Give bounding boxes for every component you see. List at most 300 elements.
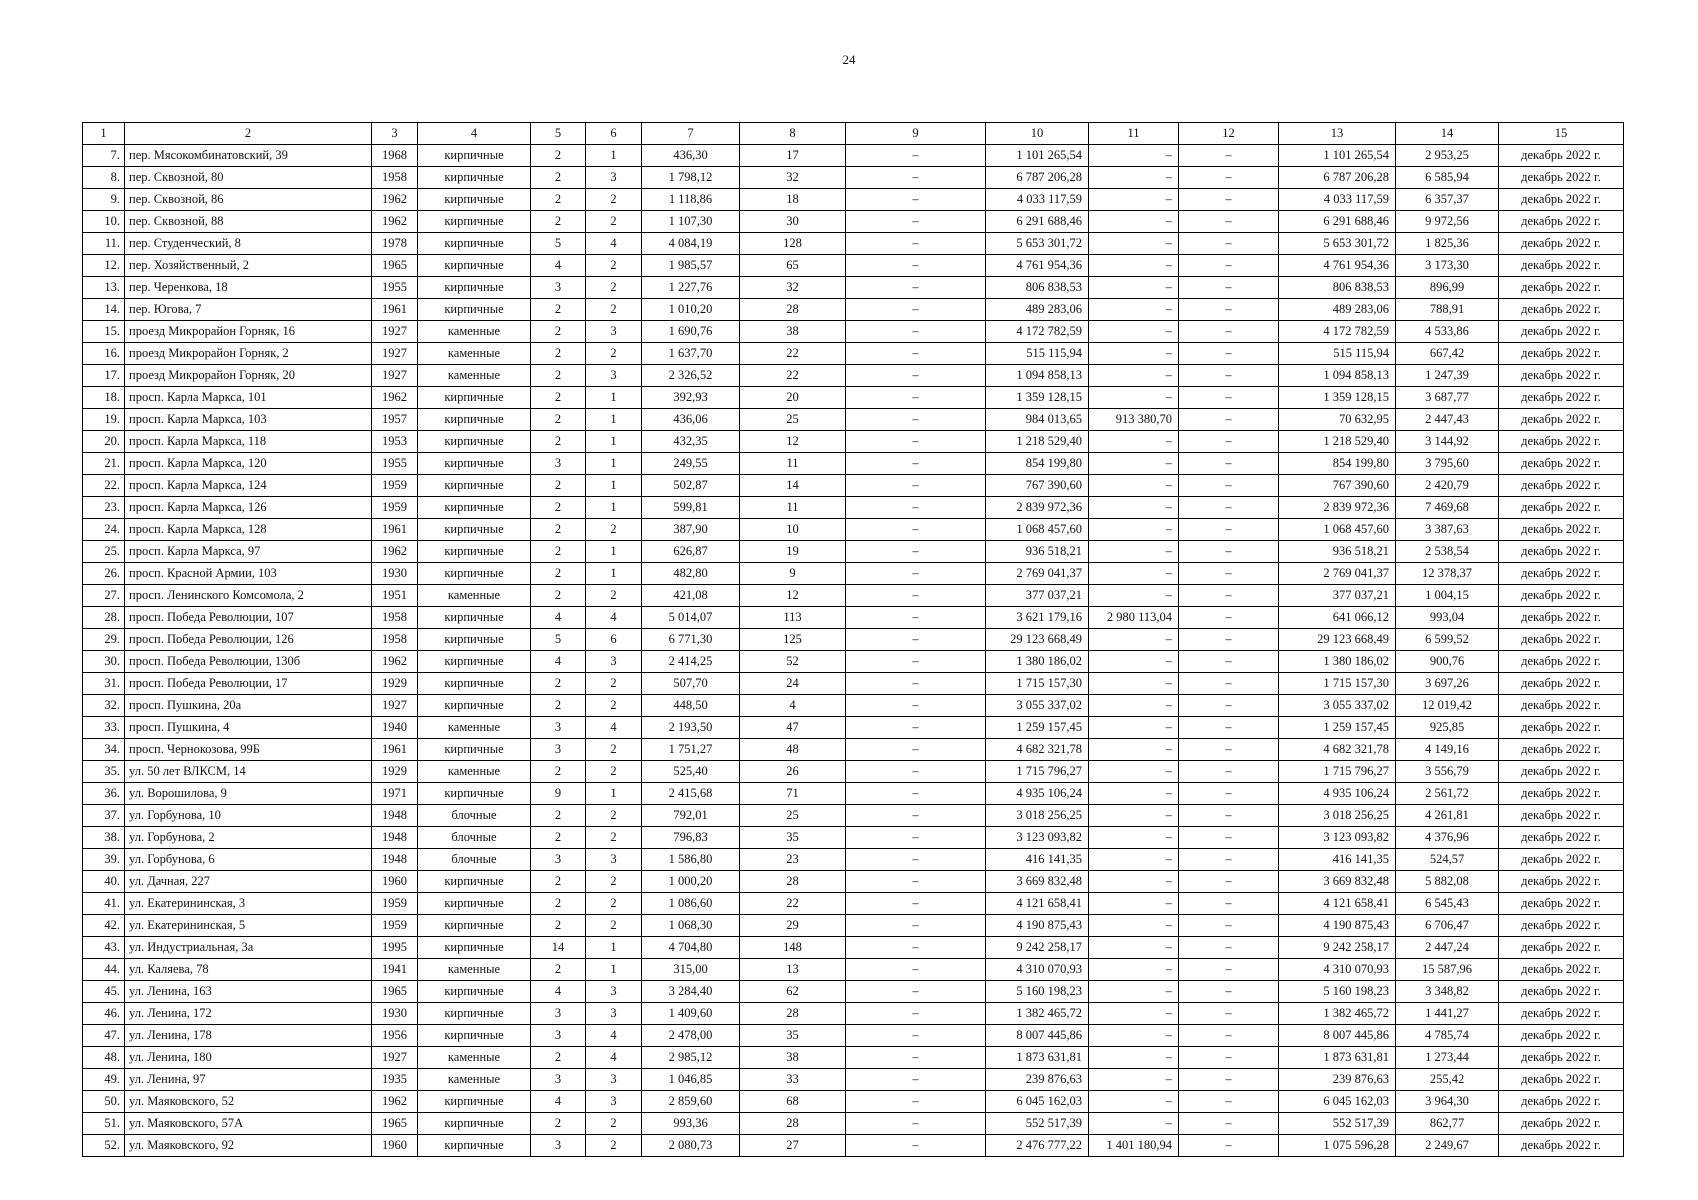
- table-cell: 1 259 157,45: [1279, 717, 1396, 739]
- table-cell: –: [846, 607, 986, 629]
- table-cell: –: [846, 783, 986, 805]
- table-cell: каменные: [418, 343, 531, 365]
- table-cell: 3: [586, 849, 642, 871]
- table-cell: 387,90: [642, 519, 740, 541]
- table-cell: 489 283,06: [1279, 299, 1396, 321]
- table-cell: 2: [586, 893, 642, 915]
- table-row: [83, 893, 1624, 915]
- table-cell: –: [1179, 343, 1279, 365]
- table-cell: 3: [586, 651, 642, 673]
- table-cell: 4 310 070,93: [1279, 959, 1396, 981]
- table-cell: 792,01: [642, 805, 740, 827]
- table-cell: –: [846, 167, 986, 189]
- table-cell: 40.: [83, 871, 125, 893]
- table-cell: 1 359 128,15: [1279, 387, 1396, 409]
- table-cell: 2: [531, 761, 586, 783]
- table-cell: декабрь 2022 г.: [1499, 893, 1624, 915]
- table-cell: 377 037,21: [986, 585, 1089, 607]
- table-row: [83, 563, 1624, 585]
- table-cell: 4 121 658,41: [986, 893, 1089, 915]
- table-cell: просп. Карла Маркса, 97: [125, 541, 372, 563]
- table-cell: 1: [586, 145, 642, 167]
- table-cell: 9 242 258,17: [1279, 937, 1396, 959]
- table-cell: кирпичные: [418, 453, 531, 475]
- table-cell: –: [846, 497, 986, 519]
- table-cell: –: [846, 343, 986, 365]
- column-header: 6: [586, 123, 642, 145]
- table-cell: 1927: [372, 343, 418, 365]
- table-cell: 315,00: [642, 959, 740, 981]
- table-cell: 22: [740, 365, 846, 387]
- column-header: 9: [846, 123, 986, 145]
- table-cell: 1 380 186,02: [986, 651, 1089, 673]
- table-cell: 3 055 337,02: [986, 695, 1089, 717]
- table-cell: 4 682 321,78: [1279, 739, 1396, 761]
- table-cell: 26.: [83, 563, 125, 585]
- table-cell: 4 084,19: [642, 233, 740, 255]
- table-cell: –: [846, 519, 986, 541]
- table-cell: кирпичные: [418, 541, 531, 563]
- table-cell: ул. Каляева, 78: [125, 959, 372, 981]
- table-cell: –: [1179, 321, 1279, 343]
- table-cell: декабрь 2022 г.: [1499, 651, 1624, 673]
- table-cell: –: [1089, 475, 1179, 497]
- table-cell: 416 141,35: [1279, 849, 1396, 871]
- table-cell: 1 068 457,60: [1279, 519, 1396, 541]
- table-cell: 3: [531, 1135, 586, 1157]
- table-row: [83, 497, 1624, 519]
- table-row: [83, 805, 1624, 827]
- table-cell: 128: [740, 233, 846, 255]
- table-cell: 2 193,50: [642, 717, 740, 739]
- table-cell: 32: [740, 277, 846, 299]
- table-cell: 1 094 858,13: [986, 365, 1089, 387]
- table-cell: кирпичные: [418, 497, 531, 519]
- table-cell: 1 004,15: [1396, 585, 1499, 607]
- table-cell: –: [846, 717, 986, 739]
- table-cell: 1 218 529,40: [1279, 431, 1396, 453]
- table-row: [83, 981, 1624, 1003]
- table-cell: 2: [586, 299, 642, 321]
- table-cell: 14: [740, 475, 846, 497]
- table-cell: –: [1089, 299, 1179, 321]
- table-cell: 52.: [83, 1135, 125, 1157]
- table-cell: 24: [740, 673, 846, 695]
- table-cell: 11: [740, 453, 846, 475]
- table-cell: кирпичные: [418, 915, 531, 937]
- table-cell: кирпичные: [418, 409, 531, 431]
- table-cell: 2 980 113,04: [1089, 607, 1179, 629]
- table-cell: 1 068,30: [642, 915, 740, 937]
- table-cell: 1962: [372, 1091, 418, 1113]
- table-cell: 3: [531, 1025, 586, 1047]
- table-cell: 12 019,42: [1396, 695, 1499, 717]
- table-cell: пер. Хозяйственный, 2: [125, 255, 372, 277]
- table-cell: 2: [586, 805, 642, 827]
- table-cell: декабрь 2022 г.: [1499, 849, 1624, 871]
- table-cell: –: [1179, 541, 1279, 563]
- table-cell: 1971: [372, 783, 418, 805]
- table-cell: декабрь 2022 г.: [1499, 299, 1624, 321]
- table-cell: 28.: [83, 607, 125, 629]
- table-cell: –: [1089, 277, 1179, 299]
- table-cell: –: [1089, 541, 1179, 563]
- table-row: [83, 1113, 1624, 1135]
- table-cell: 6 787 206,28: [986, 167, 1089, 189]
- table-cell: 17: [740, 145, 846, 167]
- table-cell: блочные: [418, 805, 531, 827]
- table-cell: 2 859,60: [642, 1091, 740, 1113]
- table-cell: 3 795,60: [1396, 453, 1499, 475]
- table-cell: пер. Мясокомбинатовский, 39: [125, 145, 372, 167]
- table-cell: 1959: [372, 893, 418, 915]
- table-cell: 6 787 206,28: [1279, 167, 1396, 189]
- table-cell: –: [1089, 871, 1179, 893]
- table-cell: 46.: [83, 1003, 125, 1025]
- table-cell: 1 409,60: [642, 1003, 740, 1025]
- table-cell: –: [1179, 739, 1279, 761]
- table-cell: 900,76: [1396, 651, 1499, 673]
- table-cell: 10: [740, 519, 846, 541]
- table-cell: декабрь 2022 г.: [1499, 189, 1624, 211]
- table-cell: –: [1089, 431, 1179, 453]
- table-cell: –: [846, 475, 986, 497]
- table-cell: 1941: [372, 959, 418, 981]
- table-cell: 2: [531, 915, 586, 937]
- table-cell: 8 007 445,86: [986, 1025, 1089, 1047]
- table-cell: 5 653 301,72: [986, 233, 1089, 255]
- table-cell: 993,04: [1396, 607, 1499, 629]
- table-cell: 34.: [83, 739, 125, 761]
- table-cell: 1 227,76: [642, 277, 740, 299]
- table-cell: –: [1179, 519, 1279, 541]
- table-cell: 1 075 596,28: [1279, 1135, 1396, 1157]
- table-cell: декабрь 2022 г.: [1499, 827, 1624, 849]
- table-cell: 28: [740, 1113, 846, 1135]
- table-cell: декабрь 2022 г.: [1499, 981, 1624, 1003]
- table-cell: 641 066,12: [1279, 607, 1396, 629]
- table-cell: ул. Дачная, 227: [125, 871, 372, 893]
- table-cell: 1 273,44: [1396, 1047, 1499, 1069]
- table-cell: 4 533,86: [1396, 321, 1499, 343]
- table-cell: 1 382 465,72: [986, 1003, 1089, 1025]
- table-cell: ул. Маяковского, 92: [125, 1135, 372, 1157]
- table-cell: 15 587,96: [1396, 959, 1499, 981]
- table-cell: кирпичные: [418, 431, 531, 453]
- table-cell: 4: [531, 981, 586, 1003]
- table-cell: ул. Маяковского, 57А: [125, 1113, 372, 1135]
- table-cell: 552 517,39: [986, 1113, 1089, 1135]
- table-cell: –: [1089, 1069, 1179, 1091]
- table-cell: 1956: [372, 1025, 418, 1047]
- table-cell: 3: [586, 981, 642, 1003]
- table-cell: 1 101 265,54: [986, 145, 1089, 167]
- table-cell: декабрь 2022 г.: [1499, 761, 1624, 783]
- table-cell: –: [846, 937, 986, 959]
- table-cell: –: [1089, 189, 1179, 211]
- table-cell: 29.: [83, 629, 125, 651]
- table-cell: –: [1089, 673, 1179, 695]
- table-cell: 788,91: [1396, 299, 1499, 321]
- table-cell: 5 653 301,72: [1279, 233, 1396, 255]
- table-cell: 1965: [372, 255, 418, 277]
- table-cell: –: [846, 805, 986, 827]
- table-cell: 854 199,80: [1279, 453, 1396, 475]
- table-cell: –: [1089, 1091, 1179, 1113]
- table-cell: 3: [586, 1069, 642, 1091]
- table-cell: 2: [586, 277, 642, 299]
- table-cell: 3 123 093,82: [1279, 827, 1396, 849]
- table-cell: –: [846, 761, 986, 783]
- table-cell: –: [1179, 1003, 1279, 1025]
- table-cell: 2 769 041,37: [1279, 563, 1396, 585]
- table-cell: –: [846, 541, 986, 563]
- table-cell: 1 690,76: [642, 321, 740, 343]
- table-cell: 1 259 157,45: [986, 717, 1089, 739]
- table-cell: 1: [586, 959, 642, 981]
- table-cell: 38: [740, 1047, 846, 1069]
- table-cell: –: [846, 673, 986, 695]
- table-cell: –: [846, 959, 986, 981]
- table-cell: –: [1179, 629, 1279, 651]
- table-cell: 35: [740, 1025, 846, 1047]
- table-cell: 1 586,80: [642, 849, 740, 871]
- table-cell: 489 283,06: [986, 299, 1089, 321]
- table-cell: блочные: [418, 849, 531, 871]
- table-cell: пер. Студенческий, 8: [125, 233, 372, 255]
- table-cell: 25: [740, 409, 846, 431]
- table-cell: –: [1179, 299, 1279, 321]
- table-cell: декабрь 2022 г.: [1499, 343, 1624, 365]
- table-cell: 4: [586, 1047, 642, 1069]
- table-cell: декабрь 2022 г.: [1499, 365, 1624, 387]
- table-cell: 2: [531, 1113, 586, 1135]
- table-cell: ул. Ворошилова, 9: [125, 783, 372, 805]
- table-cell: 925,85: [1396, 717, 1499, 739]
- table-cell: кирпичные: [418, 189, 531, 211]
- table-cell: кирпичные: [418, 783, 531, 805]
- table-cell: 113: [740, 607, 846, 629]
- table-cell: кирпичные: [418, 475, 531, 497]
- table-cell: –: [846, 893, 986, 915]
- table-cell: просп. Карла Маркса, 101: [125, 387, 372, 409]
- table-cell: 47: [740, 717, 846, 739]
- table-cell: кирпичные: [418, 673, 531, 695]
- table-cell: 1958: [372, 167, 418, 189]
- table-cell: –: [1089, 563, 1179, 585]
- table-cell: 4 261,81: [1396, 805, 1499, 827]
- table-cell: 1 094 858,13: [1279, 365, 1396, 387]
- table-cell: –: [1089, 695, 1179, 717]
- table-cell: 14: [531, 937, 586, 959]
- table-cell: –: [1089, 651, 1179, 673]
- table-cell: –: [1179, 761, 1279, 783]
- table-cell: 4: [531, 1091, 586, 1113]
- table-cell: ул. Горбунова, 6: [125, 849, 372, 871]
- table-cell: 4 121 658,41: [1279, 893, 1396, 915]
- table-cell: 3: [531, 1069, 586, 1091]
- table-cell: 767 390,60: [1279, 475, 1396, 497]
- table-cell: декабрь 2022 г.: [1499, 585, 1624, 607]
- table-row: [83, 321, 1624, 343]
- table-cell: 50.: [83, 1091, 125, 1113]
- table-cell: 2: [586, 255, 642, 277]
- table-cell: 239 876,63: [986, 1069, 1089, 1091]
- table-cell: 2: [586, 673, 642, 695]
- table-cell: ул. Ленина, 180: [125, 1047, 372, 1069]
- table-cell: 4 310 070,93: [986, 959, 1089, 981]
- table-cell: –: [1179, 409, 1279, 431]
- table-cell: –: [1179, 563, 1279, 585]
- table-cell: 2 249,67: [1396, 1135, 1499, 1157]
- table-cell: 2 080,73: [642, 1135, 740, 1157]
- table-cell: 22.: [83, 475, 125, 497]
- table-cell: 2 420,79: [1396, 475, 1499, 497]
- table-cell: 2: [586, 1113, 642, 1135]
- table-cell: 5 160 198,23: [1279, 981, 1396, 1003]
- table-cell: кирпичные: [418, 1025, 531, 1047]
- table-cell: 2: [586, 827, 642, 849]
- table-cell: 1935: [372, 1069, 418, 1091]
- table-cell: кирпичные: [418, 695, 531, 717]
- table-cell: 4: [531, 651, 586, 673]
- table-cell: –: [1179, 277, 1279, 299]
- table-cell: –: [1179, 453, 1279, 475]
- table-cell: 4 935 106,24: [1279, 783, 1396, 805]
- table-cell: –: [1089, 915, 1179, 937]
- table-cell: –: [846, 739, 986, 761]
- table-row: [83, 849, 1624, 871]
- table-cell: –: [1089, 233, 1179, 255]
- table-cell: 1961: [372, 739, 418, 761]
- table-cell: 854 199,80: [986, 453, 1089, 475]
- table-cell: 2: [531, 893, 586, 915]
- table-cell: 1929: [372, 673, 418, 695]
- table-cell: 1959: [372, 915, 418, 937]
- table-row: [83, 585, 1624, 607]
- table-cell: 2: [531, 541, 586, 563]
- table-cell: 2: [586, 189, 642, 211]
- table-cell: декабрь 2022 г.: [1499, 739, 1624, 761]
- table-cell: –: [1089, 893, 1179, 915]
- table-cell: 14.: [83, 299, 125, 321]
- table-cell: –: [1179, 673, 1279, 695]
- table-cell: 19.: [83, 409, 125, 431]
- table-row: [83, 1091, 1624, 1113]
- table-cell: –: [1179, 167, 1279, 189]
- table-cell: 44.: [83, 959, 125, 981]
- table-cell: 4: [586, 717, 642, 739]
- table-cell: 1 068 457,60: [986, 519, 1089, 541]
- table-cell: просп. Ленинского Комсомола, 2: [125, 585, 372, 607]
- table-cell: 12: [740, 431, 846, 453]
- table-cell: кирпичные: [418, 1003, 531, 1025]
- table-cell: 43.: [83, 937, 125, 959]
- table-cell: просп. Карла Маркса, 124: [125, 475, 372, 497]
- table-cell: –: [846, 233, 986, 255]
- table-cell: 23.: [83, 497, 125, 519]
- table-cell: 984 013,65: [986, 409, 1089, 431]
- table-cell: 4 172 782,59: [1279, 321, 1396, 343]
- table-cell: –: [1179, 1069, 1279, 1091]
- column-header: 13: [1279, 123, 1396, 145]
- table-cell: 35: [740, 827, 846, 849]
- table-cell: 392,93: [642, 387, 740, 409]
- table-cell: декабрь 2022 г.: [1499, 1069, 1624, 1091]
- column-header: 1: [83, 123, 125, 145]
- table-cell: 35.: [83, 761, 125, 783]
- table-cell: 2: [531, 365, 586, 387]
- table-cell: декабрь 2022 г.: [1499, 497, 1624, 519]
- table-cell: –: [846, 387, 986, 409]
- table-cell: каменные: [418, 321, 531, 343]
- table-cell: 3: [586, 1091, 642, 1113]
- table-cell: –: [1179, 651, 1279, 673]
- table-cell: –: [846, 145, 986, 167]
- table-cell: 524,57: [1396, 849, 1499, 871]
- table-cell: 1: [586, 541, 642, 563]
- table-cell: –: [1179, 849, 1279, 871]
- table-header-row: [83, 123, 1624, 145]
- table-cell: –: [1179, 387, 1279, 409]
- table-cell: 1: [586, 409, 642, 431]
- table-cell: декабрь 2022 г.: [1499, 541, 1624, 563]
- table-cell: 1930: [372, 563, 418, 585]
- table-cell: 9.: [83, 189, 125, 211]
- table-cell: 6 291 688,46: [1279, 211, 1396, 233]
- table-cell: ул. Екатерининская, 5: [125, 915, 372, 937]
- table-cell: 32: [740, 167, 846, 189]
- table-cell: –: [1089, 167, 1179, 189]
- table-cell: 17.: [83, 365, 125, 387]
- table-cell: 26: [740, 761, 846, 783]
- table-cell: пер. Югова, 7: [125, 299, 372, 321]
- table-cell: –: [1179, 233, 1279, 255]
- table-cell: 3: [531, 277, 586, 299]
- table-cell: –: [1089, 211, 1179, 233]
- table-cell: –: [1089, 519, 1179, 541]
- table-cell: 1 380 186,02: [1279, 651, 1396, 673]
- table-cell: –: [1089, 937, 1179, 959]
- table-cell: 2 839 972,36: [1279, 497, 1396, 519]
- table-cell: 6 771,30: [642, 629, 740, 651]
- table-cell: 42.: [83, 915, 125, 937]
- table-cell: пер. Сквозной, 88: [125, 211, 372, 233]
- table-cell: 1965: [372, 1113, 418, 1135]
- table-cell: 13: [740, 959, 846, 981]
- table-cell: каменные: [418, 585, 531, 607]
- table-cell: 2: [531, 805, 586, 827]
- table-cell: 482,80: [642, 563, 740, 585]
- table-cell: каменные: [418, 959, 531, 981]
- table-cell: 2 476 777,22: [986, 1135, 1089, 1157]
- table-row: [83, 299, 1624, 321]
- table-cell: 36.: [83, 783, 125, 805]
- table-cell: 6 599,52: [1396, 629, 1499, 651]
- table-cell: 896,99: [1396, 277, 1499, 299]
- table-cell: просп. Победа Революции, 126: [125, 629, 372, 651]
- table-cell: –: [1089, 1047, 1179, 1069]
- table-cell: 552 517,39: [1279, 1113, 1396, 1135]
- table-cell: 3 669 832,48: [1279, 871, 1396, 893]
- table-cell: кирпичные: [418, 167, 531, 189]
- table-row: [83, 915, 1624, 937]
- table-cell: 5: [531, 233, 586, 255]
- table-cell: 4: [531, 255, 586, 277]
- housing-table: [82, 122, 1624, 1157]
- table-cell: 12 378,37: [1396, 563, 1499, 585]
- table-cell: 3 173,30: [1396, 255, 1499, 277]
